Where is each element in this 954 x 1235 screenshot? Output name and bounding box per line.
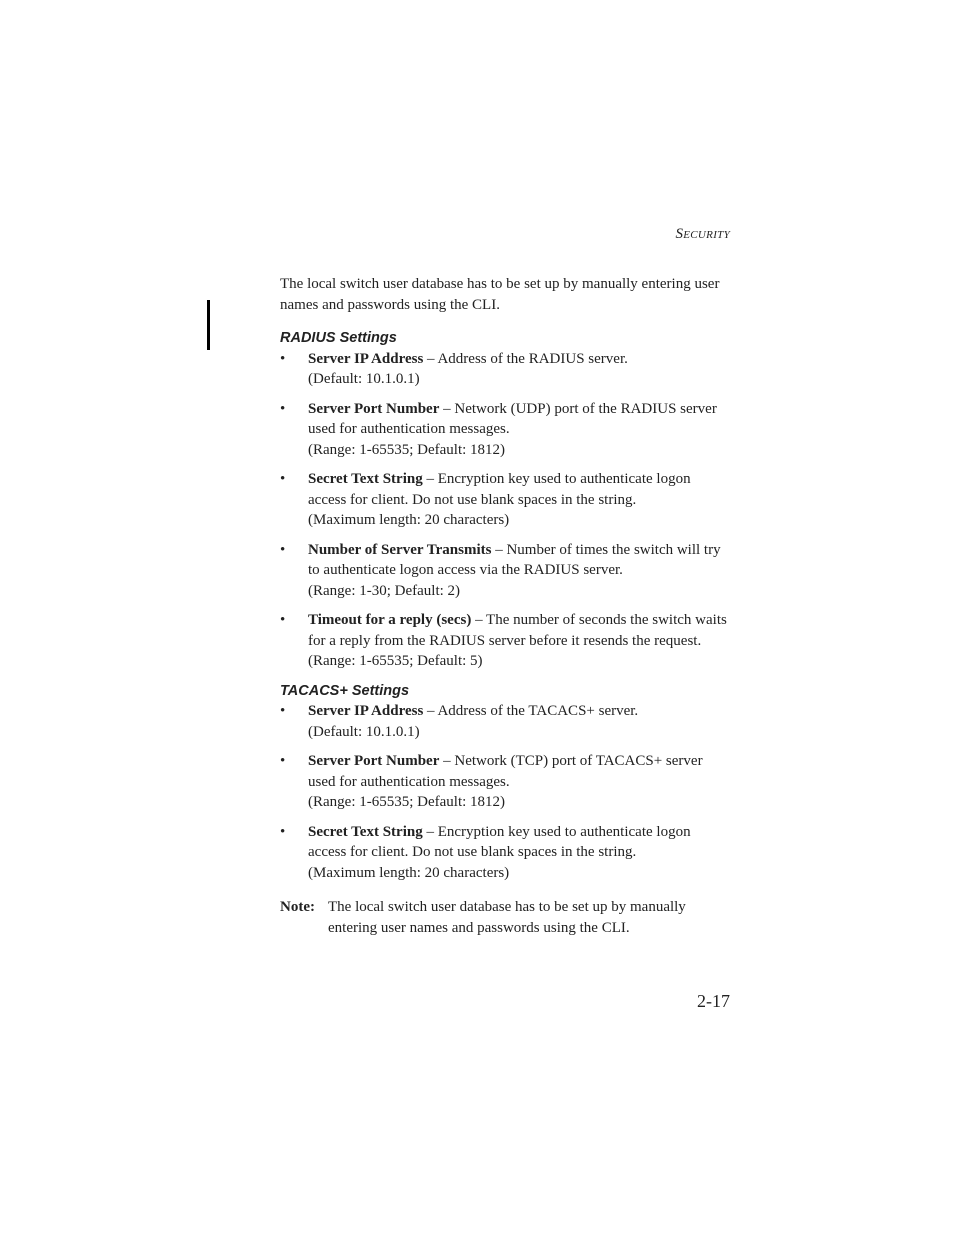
tacacs-settings-heading: TACACS+ Settings bbox=[280, 682, 410, 699]
item-term: Secret Text String bbox=[308, 823, 423, 840]
intro-paragraph: The local switch user database has to be set up by manually entering user names and passwords using the CLI. bbox=[280, 276, 720, 313]
item-description: – Encryption key used to authenticate logon access for client. Do not use blank spaces in the string. bbox=[308, 823, 691, 860]
item-term: Server Port Number bbox=[308, 400, 440, 417]
radius-settings-list bbox=[280, 349, 730, 672]
item-detail: (Maximum length: 20 characters) bbox=[308, 512, 510, 528]
bullet: • bbox=[280, 612, 286, 628]
item-detail: (Default: 10.1.0.1) bbox=[308, 723, 420, 740]
note-text: The local switch user database has to be set up by manually entering user names and passwords using the CLI. bbox=[328, 899, 686, 936]
list-item bbox=[280, 701, 730, 742]
note-label: Note: bbox=[280, 899, 315, 915]
item-term: Timeout for a reply (secs) bbox=[308, 612, 472, 628]
item-detail: (Default: 10.1.0.1) bbox=[308, 371, 420, 387]
bullet: • bbox=[280, 400, 286, 417]
tacacs-settings-list bbox=[280, 701, 730, 883]
item-term: Server Port Number bbox=[308, 753, 440, 769]
item-detail: (Range: 1-65535; Default: 5) bbox=[308, 653, 483, 669]
item-term: Server IP Address bbox=[308, 350, 424, 367]
bullet: • bbox=[280, 471, 286, 487]
item-detail: (Maximum length: 20 characters) bbox=[308, 864, 510, 881]
note bbox=[280, 897, 730, 938]
item-detail: (Range: 1-65535; Default: 1812) bbox=[308, 441, 506, 458]
item-description: – Address of the RADIUS server. bbox=[423, 350, 628, 367]
running-head-initial: S bbox=[675, 226, 684, 242]
list-item bbox=[280, 610, 730, 672]
change-bar bbox=[207, 300, 210, 350]
item-description: – Encryption key used to authenticate logon access for client. Do not use blank spaces in the string. bbox=[308, 471, 691, 508]
page-body bbox=[280, 274, 730, 938]
bullet: • bbox=[280, 541, 286, 558]
item-term: Server IP Address bbox=[308, 703, 424, 719]
item-term: Number of Server Transmits bbox=[308, 541, 492, 558]
item-description: – Network (UDP) port of the RADIUS server used for authentication messages. bbox=[308, 400, 717, 437]
bullet: • bbox=[280, 703, 286, 719]
bullet: • bbox=[280, 823, 286, 840]
item-description: – Number of times the switch will try to authenticate logon access via the RADIUS server. bbox=[308, 541, 721, 578]
bullet: • bbox=[280, 753, 286, 769]
list-item bbox=[280, 469, 730, 531]
bullet: • bbox=[280, 350, 286, 367]
list-item bbox=[280, 822, 730, 884]
item-detail: (Range: 1-30; Default: 2) bbox=[308, 582, 461, 599]
page-number: 2-17 bbox=[697, 991, 730, 1011]
list-item bbox=[280, 751, 730, 813]
item-detail: (Range: 1-65535; Default: 1812) bbox=[308, 794, 506, 810]
radius-settings-heading: RADIUS Settings bbox=[280, 330, 397, 346]
list-item bbox=[280, 540, 730, 602]
item-description: – The number of seconds the switch waits for a reply from the RADIUS server before it resends the request. bbox=[308, 612, 727, 649]
running-head-rest: ECURITY bbox=[683, 229, 730, 241]
list-item bbox=[280, 349, 730, 390]
item-term: Secret Text String bbox=[308, 471, 423, 487]
list-item bbox=[280, 399, 730, 461]
item-description: – Address of the TACACS+ server. bbox=[423, 703, 639, 719]
item-description: – Network (TCP) port of TACACS+ server used for authentication messages. bbox=[308, 753, 703, 790]
running-head bbox=[675, 226, 730, 243]
